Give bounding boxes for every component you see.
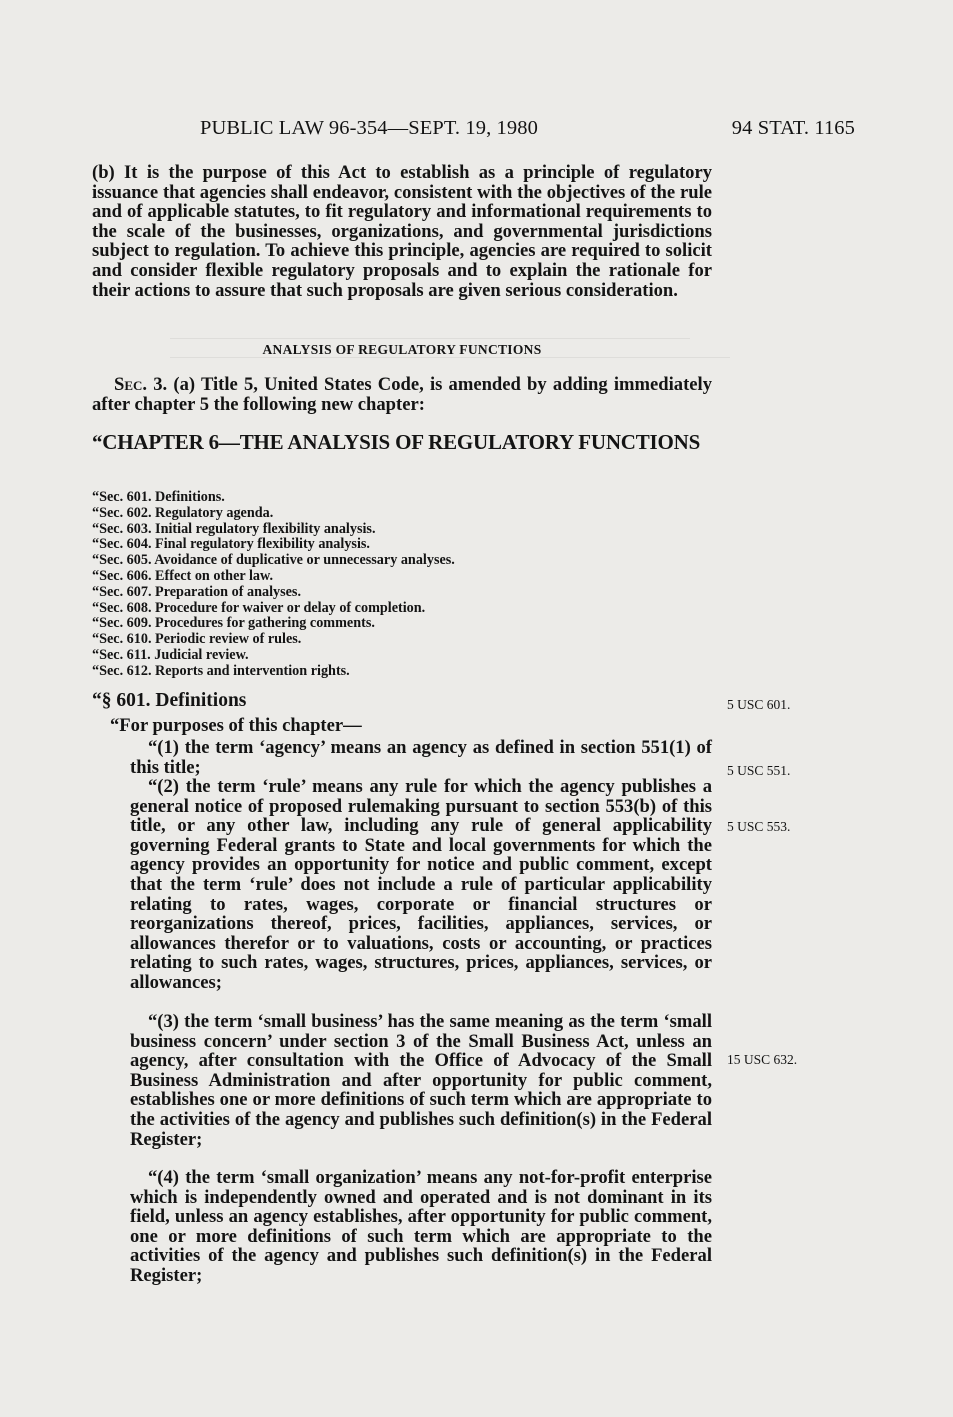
margin-note-5-usc-551: 5 USC 551. [727,763,791,778]
definitions-intro: “For purposes of this chapter— [110,715,362,736]
toc-item: “Sec. 611. Judicial review. [92,646,249,663]
margin-note-15-usc-632: 15 USC 632. [727,1052,798,1067]
table-of-contents [92,490,652,680]
analysis-heading: ANALYSIS OF REGULATORY FUNCTIONS [262,342,542,357]
section-601-heading: “§ 601. Definitions [92,690,247,711]
chapter-title: “CHAPTER 6—THE ANALYSIS OF REGULATORY FUNCTIONS [92,430,701,454]
definition-agency: “(1) the term ‘agency’ means an agency as defined in section 551(1) of this title; [130,737,712,778]
definition-small-organization: “(4) the term ‘small organization’ means any not-for-profit enterprise which is independently owned and operated and is not dominant in its field, unless an agency establishes, after opportunity for public comment, one or more definitions of such term which are appropriate to the activities of the agency and publishes such definition(s) in the Federal Register; [130,1167,712,1286]
stat-page-number: 94 STAT. 1165 [731,117,855,139]
toc-item: “Sec. 603. Initial regulatory flexibility analysis. [92,520,376,537]
toc-item: “Sec. 612. Reports and intervention rights. [92,662,350,679]
toc-item: “Sec. 601. Definitions. [92,489,225,505]
toc-item: “Sec. 610. Periodic review of rules. [92,631,302,648]
margin-note-5-usc-601: 5 USC 601. [727,697,791,712]
toc-item: “Sec. 607. Preparation of analyses. [92,583,301,600]
paragraph-b: (b) It is the purpose of this Act to establish as a principle of regulatory issuance that agencies shall endeavor, consistent with the objectives of the rule and of applicable statutes, to fit regulatory and informational requirements to the scale of the businesses, organizations, and governmental jurisdictions subject to regulation. To achieve this principle, agencies are required to solicit and consider flexible regulatory proposals and to explain the rationale for their actions to assure that such proposals are given serious consideration. [92,162,712,301]
definition-small-business: “(3) the term ‘small business’ has the same meaning as the term ‘small business concern’ under section 3 of the Small Business Act, unless an agency, after consultation with the Office of Advocacy of the Small Business Administration and after opportunity for public comment, establishes one or more definitions of such term which are appropriate to the activities of the agency and publishes such definition(s) in the Federal Register; [130,1011,712,1150]
section-3-paragraph [92,375,712,414]
page-header [200,117,855,145]
definition-rule: “(2) the term ‘rule’ means any rule for which the agency publishes a general notice of proposed rulemaking pursuant to section 553(b) of this title, or any other law, including any rule of general applicability governing Federal grants to State and local governments for which the agency provides an opportunity for notice and public comment, except that the term ‘rule’ does not include a rule of particular applicability relating to rates, wages, corporate or financial structures or reorganizations thereof, prices, facilities, appliances, services, or allowances therefor or to valuations, costs or accounting, or practices relating to such rates, wages, structures, prices, appliances, services, or allowances; [130,776,712,993]
margin-note-5-usc-553: 5 USC 553. [727,819,791,834]
toc-item: “Sec. 606. Effect on other law. [92,567,273,584]
section-3-label: Sec. 3. [114,374,168,395]
toc-item: “Sec. 609. Procedures for gathering comments. [92,615,375,632]
toc-item: “Sec. 605. Avoidance of duplicative or unnecessary analyses. [92,552,455,569]
toc-item: “Sec. 604. Final regulatory flexibility analysis. [92,536,370,553]
public-law-title: PUBLIC LAW 96-354—SEPT. 19, 1980 [200,117,538,139]
toc-item: “Sec. 602. Regulatory agenda. [92,504,274,521]
section-3-text: (a) Title 5, United States Code, is amended by adding immediately after chapter 5 the following new chapter: [92,374,712,415]
toc-item: “Sec. 608. Procedure for waiver or delay of completion. [92,599,426,616]
